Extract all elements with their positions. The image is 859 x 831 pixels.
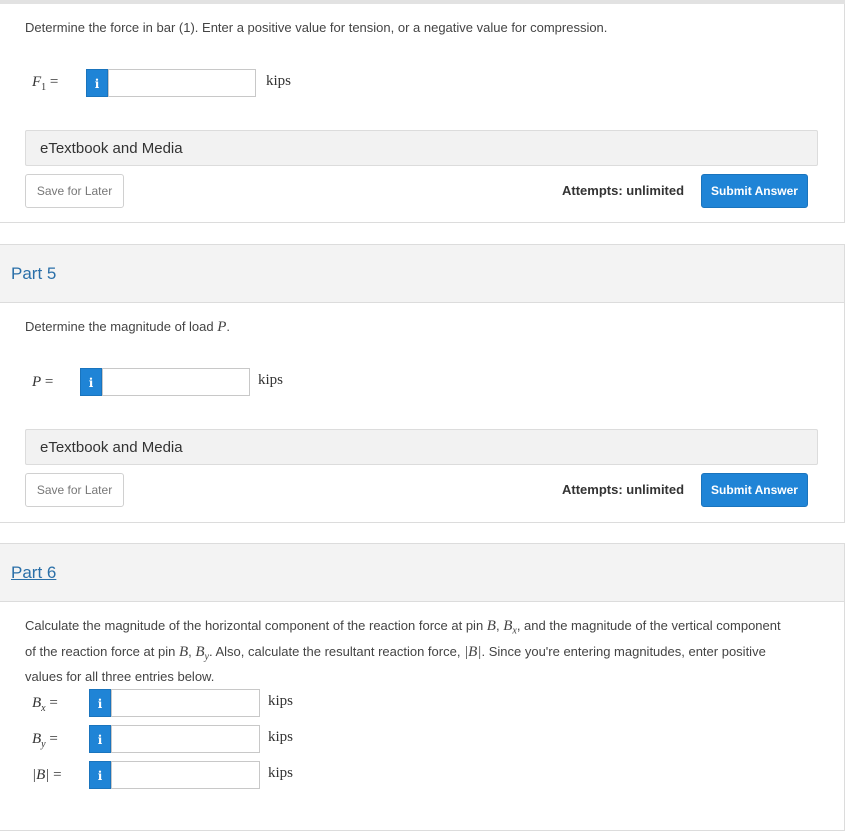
p-label: P = bbox=[32, 374, 54, 390]
by-info-icon[interactable]: i bbox=[89, 725, 111, 753]
part5-attempts: Attempts: unlimited bbox=[562, 482, 685, 497]
p-input[interactable] bbox=[102, 368, 250, 396]
part4-save-for-later-button[interactable]: Save for Later bbox=[25, 174, 124, 208]
f1-label: $F_1$ = bbox=[32, 74, 59, 93]
part6-title-link[interactable]: Part 6 bbox=[11, 563, 57, 582]
part4-attempts: Attempts: unlimited bbox=[562, 183, 685, 198]
part4-prompt: Determine the force in bar (1). Enter a positive value for tension, or a negative value for compression. bbox=[25, 20, 608, 35]
part6-header bbox=[0, 543, 845, 601]
p-unit: kips bbox=[258, 372, 284, 388]
b-magnitude-info-icon[interactable]: i bbox=[89, 761, 111, 789]
b-magnitude-input[interactable] bbox=[111, 761, 260, 789]
f1-info-icon[interactable]: i bbox=[86, 69, 108, 97]
part6-prompt: Calculate the magnitude of the horizontal component of the reaction force at pin B, $B_x$, and the magnitude of the vertical component of the reaction force at pin B, $B_y$. Also, calculate the resultant reaction force, |B|. Since you're entering magnitudes, enter positive values for all three entries below. bbox=[25, 618, 781, 685]
by-unit: kips bbox=[268, 729, 294, 745]
part4-etextbook-and-media[interactable]: eTextbook and Media bbox=[25, 130, 818, 166]
b-magnitude-unit: kips bbox=[268, 765, 294, 781]
bx-input[interactable] bbox=[111, 689, 260, 717]
part5-submit-answer-button[interactable]: Submit Answer bbox=[701, 473, 808, 507]
part5-save-for-later-button[interactable]: Save for Later bbox=[25, 473, 124, 507]
p-info-icon[interactable]: i bbox=[80, 368, 102, 396]
f1-unit: kips bbox=[266, 73, 292, 89]
bx-unit: kips bbox=[268, 693, 294, 709]
part4-submit-answer-button[interactable]: Submit Answer bbox=[701, 174, 808, 208]
b-magnitude-label: |B| = bbox=[32, 767, 62, 783]
by-input[interactable] bbox=[111, 725, 260, 753]
part5-title: Part 5 bbox=[11, 264, 57, 283]
part5-prompt: Determine the magnitude of load P. bbox=[25, 319, 231, 335]
part5-header bbox=[0, 244, 845, 302]
f1-input[interactable] bbox=[108, 69, 256, 97]
by-label: $B_y$ = bbox=[32, 731, 58, 750]
part5-etextbook-and-media[interactable]: eTextbook and Media bbox=[25, 429, 818, 465]
bx-label: $B_x$ = bbox=[32, 695, 58, 714]
top-border bbox=[0, 0, 845, 4]
bx-info-icon[interactable]: i bbox=[89, 689, 111, 717]
